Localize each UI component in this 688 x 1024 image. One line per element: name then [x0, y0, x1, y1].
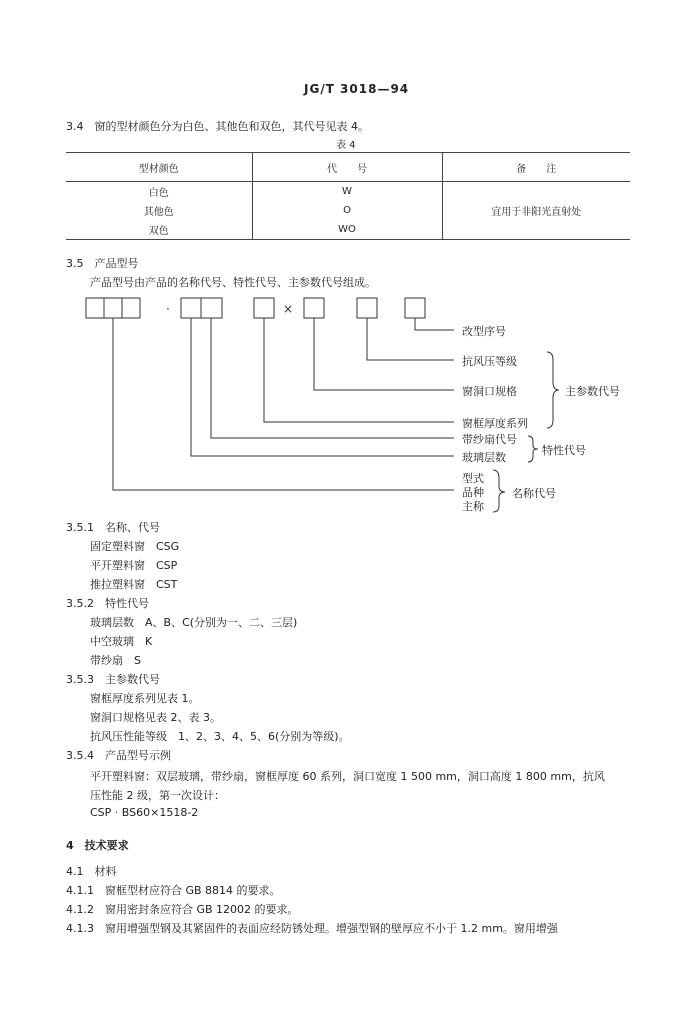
example-line-2: 压性能 2 级，第一次设计：	[90, 789, 225, 802]
group-feature: 特性代号	[542, 444, 586, 457]
times-sign: ×	[283, 302, 294, 316]
label-wind-grade: 抗风压等级	[462, 355, 517, 368]
list-item: 抗风压性能等级 1、2、3、4、5、6(分别为等级)。	[90, 730, 350, 743]
section-3-5-intro: 产品型号由产品的名称代号、特性代号、主参数代号组成。	[90, 276, 376, 289]
list-item: 固定塑料窗 CSG	[90, 540, 180, 553]
brace-name	[493, 470, 505, 512]
leader-glass	[191, 318, 454, 456]
section-3-5-title: 3.5 产品型号	[66, 257, 139, 270]
section-3-5-3-title: 3.5.3 主参数代号	[66, 673, 160, 686]
section-3-5-4-title: 3.5.4 产品型号示例	[66, 749, 171, 762]
label-glass-layers: 玻璃层数	[462, 451, 506, 464]
list-item: 玻璃层数 A、B、C(分别为一、二、三层)	[90, 616, 298, 629]
list-item: 中空玻璃 K	[90, 635, 153, 648]
list-item: 带纱扇 S	[90, 654, 141, 667]
separator-dot: ·	[166, 302, 170, 316]
label-frame-thickness: 窗框厚度系列	[462, 417, 528, 430]
table-caption: 表 4	[336, 140, 356, 151]
list-item: 4.1.1 窗框型材应符合 GB 8814 的要求。	[66, 884, 281, 897]
leader-revision	[415, 318, 454, 330]
label-opening-size: 窗洞口规格	[462, 385, 517, 398]
revision-box	[405, 298, 425, 318]
name-code-box	[86, 298, 140, 318]
wind-grade-box	[357, 298, 377, 318]
section-4-1-title: 4.1 材料	[66, 865, 117, 878]
label-type: 型式	[462, 472, 484, 485]
list-item: 4.1.2 窗用密封条应符合 GB 12002 的要求。	[66, 903, 299, 916]
list-item: 推拉塑料窗 CST	[90, 578, 178, 591]
example-line-1: 平开塑料窗：双层玻璃，带纱扇，窗框厚度 60 系列，洞口宽度 1 500 mm，洞口高度 1 800 mm，抗风	[90, 770, 605, 783]
group-main-param: 主参数代号	[565, 385, 620, 398]
label-screen: 带纱扇代号	[462, 433, 517, 446]
example-line-3: CSP · BS60×1518-2	[90, 806, 199, 819]
table-cell: W	[252, 182, 442, 202]
section-3-5-1-title: 3.5.1 名称、代号	[66, 521, 160, 534]
group-name: 名称代号	[512, 487, 556, 500]
frame-thickness-box	[254, 298, 274, 318]
opening-size-box	[304, 298, 324, 318]
list-item: 4.1.3 窗用增强型钢及其紧固件的表面应经防锈处理。增强型钢的壁厚应不小于 1.2 mm。窗用增强	[66, 922, 558, 935]
leader-thickness	[264, 318, 454, 422]
label-main-name: 主称	[462, 500, 484, 513]
table-cell: 白色	[148, 188, 169, 199]
page-header: JG/T 3018—94	[304, 82, 410, 96]
section-4-title: 4 技术要求	[66, 839, 129, 852]
table-cell: 双色	[66, 220, 252, 240]
table-cell: O	[252, 201, 442, 220]
label-variety: 品种	[462, 486, 484, 499]
section-3-5-2-title: 3.5.2 特性代号	[66, 597, 149, 610]
leader-screen	[211, 318, 454, 438]
leader-opening	[314, 318, 454, 390]
leader-wind	[367, 318, 454, 360]
list-item: 平开塑料窗 CSP	[90, 559, 178, 572]
list-item: 窗洞口规格见表 2、表 3。	[90, 711, 221, 724]
table-header-cell: 型材颜色	[66, 153, 252, 182]
table-header-cell: 备 注	[442, 153, 630, 182]
leader-name	[113, 318, 454, 490]
brace-main-param	[547, 352, 559, 428]
list-item: 窗框厚度系列见表 1。	[90, 692, 200, 705]
table-header-cell: 代 号	[252, 153, 442, 182]
table-cell: WO	[252, 220, 442, 240]
label-revision: 改型序号	[462, 325, 506, 338]
brace-feature	[528, 436, 538, 462]
section-3-4: 3.4 窗的型材颜色分为白色、其他色和双色，其代号见表 4。	[66, 120, 369, 133]
table-cell: 其他色	[143, 207, 174, 218]
table-cell: 宜用于非阳光直射处	[442, 201, 630, 220]
